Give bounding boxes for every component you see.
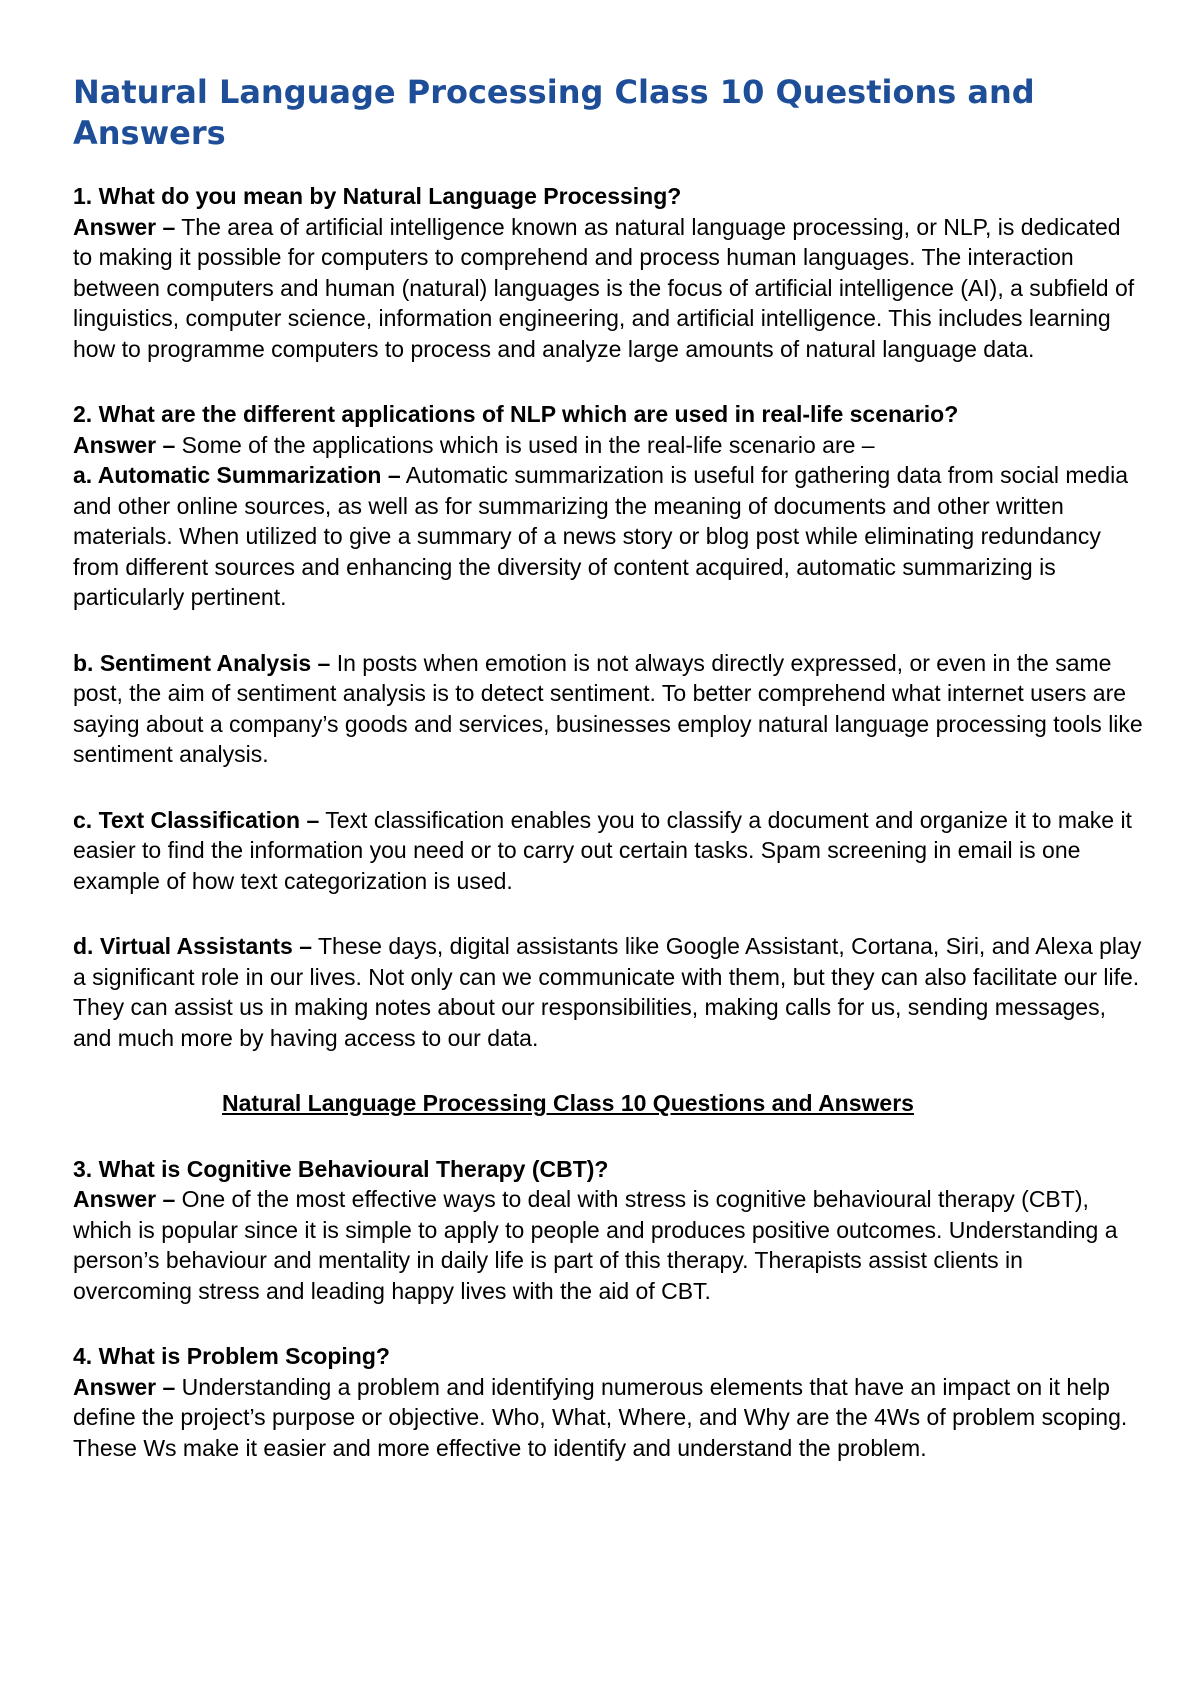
answer-label: Answer –: [73, 431, 176, 458]
qa-block-2: [73, 399, 1143, 613]
qa-block-3: [73, 1154, 1143, 1307]
application-text: These days, digital assistants like Google Assistant, Cortana, Siri, and Alexa play a significant role in our lives. Not only can we communicate with them, but they can also facilitate our life. They can assist us in making notes about our responsibilities, making calls for us, sending messages, and much more by having access to our data.: [73, 933, 1142, 1051]
answer-label: Answer –: [73, 1373, 176, 1400]
answer-2: [73, 430, 1143, 461]
answer-text: Understanding a problem and identifying numerous elements that have an impact on it help define the project’s purpose or objective. Who, What, Where, and Why are the 4Ws of problem scoping. These Ws make it easier and more effective to identify and understand the problem.: [73, 1373, 1128, 1461]
application-item-d: [73, 931, 1143, 1053]
application-label: a. Automatic Summarization –: [73, 462, 401, 488]
qa-block-1: [73, 181, 1143, 364]
answer-text: Some of the applications which is used in the real-life scenario are –: [175, 431, 875, 458]
application-label: d. Virtual Assistants –: [73, 933, 313, 959]
application-text: Automatic summarization is useful for gathering data from social media and other online sources, as well as for summarizing the meaning of documents and other written materials. When utilized to give a summary of a news story or blog post while eliminating redundancy from different sources and enhancing the diversity of content acquired, automatic summarizing is particularly pertinent.: [73, 462, 1128, 610]
answer-label: Answer –: [73, 1186, 176, 1212]
page-title: Natural Language Processing Class 10 Questions and Answers: [73, 73, 1035, 152]
application-item-b: [73, 648, 1143, 770]
question-2: 2. What are the different applications of NLP which are used in real-life scenario?: [73, 401, 959, 427]
question-4: 4. What is Problem Scoping?: [73, 1343, 390, 1369]
answer-4: [73, 1372, 1143, 1464]
application-text: Text classification enables you to classify a document and organize it to make it easier to find the information you need or to carry out certain tasks. Spam screening in email is one example of how text categorization is used.: [73, 806, 1132, 894]
application-item-a: [73, 460, 1143, 613]
question-1: 1. What do you mean by Natural Language Processing?: [73, 183, 682, 209]
qa-block-4: [73, 1341, 1143, 1463]
answer-1: [73, 212, 1143, 365]
question-3: 3. What is Cognitive Behavioural Therapy (CBT)?: [73, 1155, 609, 1182]
answer-3: [73, 1184, 1143, 1306]
application-text: In posts when emotion is not always directly expressed, or even in the same post, the aim of sentiment analysis is to detect sentiment. To better comprehend what internet users are saying about a company’s goods and services, businesses employ natural language processing tools like sentiment analysis.: [73, 649, 1143, 767]
answer-text: One of the most effective ways to deal with stress is cognitive behavioural therapy (CBT), which is popular since it is simple to apply to people and produces positive outcomes. Understanding a person’s behaviour and mentality in daily life is part of this therapy. Therapists assist clients in overcoming stress and leading happy lives with the aid of CBT.: [73, 1186, 1118, 1304]
document-page: [73, 72, 1143, 1498]
application-item-c: [73, 805, 1143, 897]
application-label: c. Text Classification –: [73, 806, 320, 833]
section-heading-link[interactable]: Natural Language Processing Class 10 Questions and Answers: [222, 1090, 914, 1116]
answer-label: Answer –: [73, 213, 176, 240]
answer-text: The area of artificial intelligence known as natural language processing, or NLP, is dedicated to making it possible for computers to comprehend and process human languages. The interaction between computers and human (natural) languages is the focus of artificial intelligence (AI), a subfield of linguistics, computer science, information engineering, and artificial intelligence. This includes learning how to programme computers to process and analyze large amounts of natural language data.: [73, 213, 1135, 362]
application-label: b. Sentiment Analysis –: [73, 649, 331, 676]
